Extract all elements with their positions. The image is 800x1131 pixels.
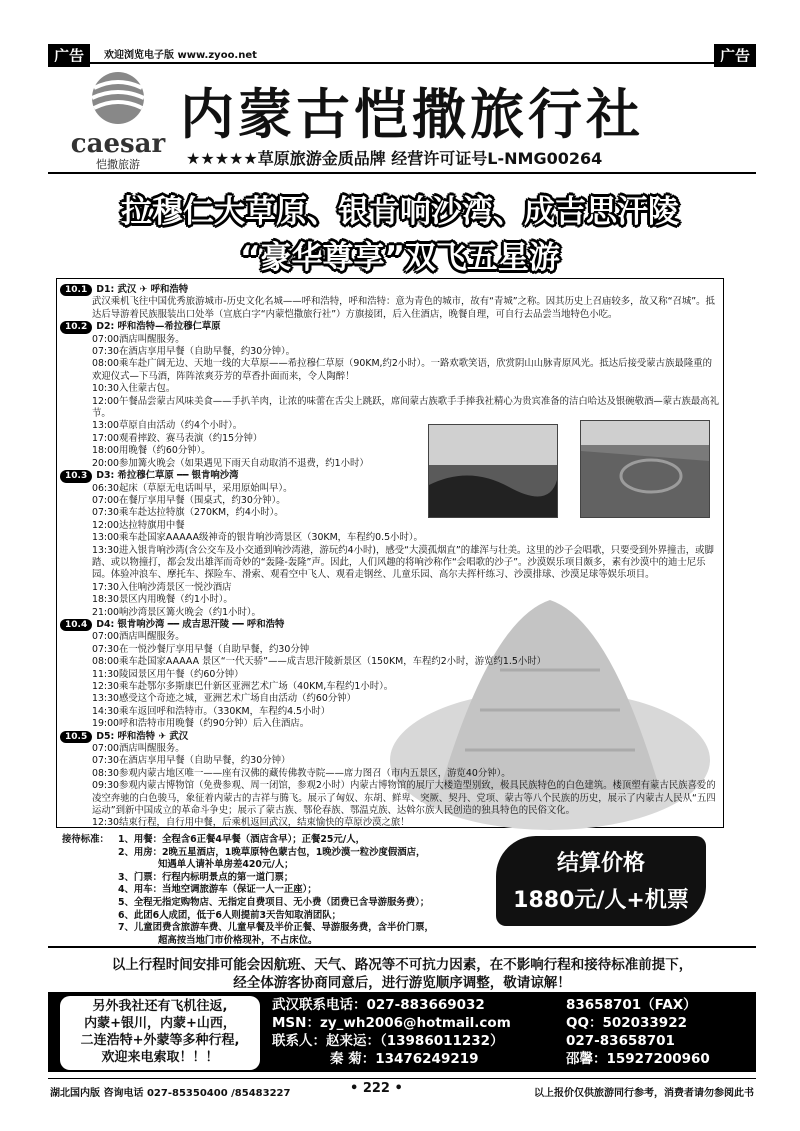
standard-item: 超高按当地门市价格现补，不占床位。 bbox=[158, 934, 318, 946]
day-line: 10:30入住蒙古包。 bbox=[92, 383, 176, 395]
day-line: 18:00用晚餐（约60分钟）。 bbox=[92, 445, 211, 457]
day-header bbox=[60, 731, 720, 743]
itinerary-list bbox=[60, 284, 720, 830]
day-line: 07:00酒店叫醒服务。 bbox=[92, 743, 185, 755]
contact-person2: 秦 菊：13476249219 bbox=[330, 1051, 479, 1067]
reception-standards bbox=[62, 834, 502, 947]
day-line: 12:00达拉特旗用中餐 bbox=[92, 519, 185, 531]
footer-left: 湖北国内版 咨询电话 027-85350400 /85483227 bbox=[50, 1088, 291, 1099]
site-text: 欢迎浏览电子版 www.zyoo.net bbox=[104, 50, 257, 61]
notice bbox=[48, 956, 756, 992]
notice-line1: 以上行程时间安排可能会因航班、天气、路况等不可抗力因素，在不影响行程和接待标准前提下， bbox=[111, 957, 693, 973]
day-line: 武汉乘机飞往中国优秀旅游城市-历史文化名城——呼和浩特，呼和浩特：意为青色的城市，故有“青城”之称。因其历史上召庙较多，故又称“召城”。抵达后导游着民族服装出口处举（宣底白字“内蒙恺撒旅行社”）方旗接团，后入住酒店，晚餐自理，可自行去品尝当地特色小吃。 bbox=[92, 296, 715, 320]
contact-phone2: 027-83658701 bbox=[566, 1033, 675, 1049]
day-line: 08:00乘车赴广阔无边、天地一线的大草原——希拉穆仁草原（90KM,约2小时）。一路欢歌笑语，欣赏阴山山脉青原风光。抵达后接受蒙古族最隆重的欢迎仪式—下马酒，阵阵浓爽芬芳的草香扑面而来，令人陶醉！ bbox=[92, 358, 712, 382]
itinerary-day bbox=[60, 731, 720, 830]
day-header bbox=[60, 619, 720, 631]
day-line: 19:00呼和浩特市用晚餐（约90分钟）后入住酒店。 bbox=[92, 718, 310, 730]
day-title: D3: 希拉穆仁草原 ━━ 银肯响沙湾 bbox=[96, 470, 239, 482]
top-rule bbox=[48, 62, 756, 64]
day-badge: 10.2 bbox=[60, 321, 92, 333]
ad-label-left: 广告 bbox=[48, 44, 90, 67]
brand-name: 内蒙古恺撒旅行社 bbox=[180, 82, 644, 146]
day-line: 09:30参观内蒙古博物馆（免费参观、周一闭馆，参观2小时）内蒙古博物馆的展厅大楼造型别致，极具民族特色的白色建筑。楼顶塑有蒙古民族喜爱的凌空奔驰的白色骏马，象征着内蒙古的吉祥与腾飞。展示了匈奴、东胡、鲜卑、突厥、契丹、党项、蒙古等八个民族的历史，展示了内蒙古人民从“五四运动”到新中国成立的革命斗争史；展示了蒙古族、鄂伦春族、鄂温克族、达斡尔族人民创造的独具特色的民俗文化。 bbox=[92, 780, 716, 817]
contact-fax: 83658701（FAX） bbox=[566, 997, 697, 1013]
day-badge: 10.5 bbox=[60, 731, 92, 743]
standards-label: 接待标准： bbox=[62, 834, 109, 845]
day-line: 13:30进入银肯响沙湾(含公交车及小交通到响沙湾港，游玩约4小时)，感受“大漠孤烟直”的雄浑与壮美。这里的沙子会唱歌，只要受到外界撞击，或脚踏、或以物撞打，都会发出雄浑而奇妙的“轰隆-轰隆”声。因此，人们风趣的将响沙称作“会唱歌的沙子”。沙漠娱乐项目颇多，素有沙漠中的迪士尼乐园。体验冲浪车、摩托车、探险车、滑索、观看空中飞人、观看走钢丝、儿童乐园、高尔夫挥杆练习、沙漠排球、沙漠足球等娱乐项目。 bbox=[92, 544, 714, 581]
day-line: 08:30参观内蒙古地区唯一——座有汉佛的藏传佛教寺院——席力图召（市内五景区，游览40分钟）。 bbox=[92, 767, 511, 779]
header-rule bbox=[48, 172, 756, 174]
day-line: 12:00午餐品尝蒙古风味美食——手扒羊肉，让浓的味蕾在舌尖上跳跃，席间蒙古族歌手手捧我社精心为贵宾准备的洁白哈达及银碗敬酒—蒙古族最高礼节。 bbox=[92, 395, 720, 420]
standard-item: 4、用车：当地空调旅游车（保证一人一正座）； bbox=[118, 884, 317, 896]
day-line: 06:30起床（草原无电话叫早，采用原始叫早）。 bbox=[92, 482, 293, 494]
itinerary-day bbox=[60, 284, 720, 321]
day-line: 07:30在酒店享用早餐（自助早餐，约30分钟）。 bbox=[92, 346, 296, 358]
headline-line1: 拉穆仁大草原、银肯响沙湾、成吉思汗陵 bbox=[121, 194, 679, 230]
itinerary-day bbox=[60, 321, 720, 470]
day-title: D1: 武汉 ✈ 呼和浩特 bbox=[96, 284, 189, 295]
standard-item: 6、此团6人成团，低于6人则提前3天告知取消团队； bbox=[118, 909, 341, 921]
day-badge: 10.4 bbox=[60, 619, 92, 631]
day-header bbox=[60, 470, 720, 482]
notice-line2: 经全体游客协商同意后，进行游览顺序调整，敬请谅解！ bbox=[233, 975, 571, 991]
day-title: D4: 银肯响沙湾 ━━ 成吉思汗陵 ━━ 呼和浩特 bbox=[96, 618, 285, 630]
day-badge: 10.1 bbox=[60, 284, 92, 296]
standard-item: 7、儿童团费含旅游车费、儿童早餐及半价正餐、导游服务费，含半价门票， bbox=[118, 922, 434, 934]
standard-item: 1、用餐：全程含6正餐4早餐（酒店含早）；正餐25元/人， bbox=[118, 834, 365, 845]
caesar-logo bbox=[58, 66, 178, 171]
itinerary-day bbox=[60, 619, 720, 731]
day-badge: 10.3 bbox=[60, 470, 92, 482]
promo-line: 内蒙+银川，内蒙+山西， bbox=[84, 1016, 236, 1031]
promo-line: 另外我社还有飞机往返, bbox=[92, 999, 228, 1014]
logo-subtext: 恺撒旅游 bbox=[96, 158, 140, 171]
footer-right: 以上报价仅供旅游同行参考，消费者请勿参阅此书 bbox=[534, 1088, 754, 1099]
globe-icon bbox=[58, 66, 178, 128]
contact-person1: 联系人：赵来运：（13986011232） bbox=[272, 1033, 504, 1049]
standard-item: 2、用房：2晚五星酒店，1晚草原特色蒙古包，1晚沙漠一粒沙度假酒店， bbox=[118, 846, 426, 858]
day-title: D5: 呼和浩特 ✈ 武汉 bbox=[96, 730, 189, 742]
contact-qq: QQ：502033922 bbox=[566, 1015, 687, 1031]
day-header bbox=[60, 321, 720, 333]
headline-line2: “豪华尊享”双飞五星游 bbox=[240, 240, 560, 276]
slogan: ★★★★★草原旅游金质品牌 经营许可证号L-NMG00264 bbox=[186, 149, 603, 168]
day-title: D2: 呼和浩特—希拉穆仁草原 bbox=[96, 321, 221, 333]
contact-msn: MSN：zy_wh2006@hotmail.com bbox=[272, 1015, 511, 1031]
standard-item: 3、门票：行程内标明景点的第一道门票； bbox=[118, 871, 294, 883]
price-badge bbox=[496, 836, 706, 926]
day-line: 11:30陵园景区用午餐（约60分钟） bbox=[92, 668, 244, 680]
price-label: 结算价格 bbox=[556, 851, 645, 876]
ad-label-right: 广告 bbox=[714, 44, 756, 67]
day-line: 13:30感受这个奇迹之城，亚洲艺术广场自由活动（约60分钟） bbox=[92, 693, 356, 705]
logo-text: caesar bbox=[70, 129, 166, 159]
day-line: 07:30乘车赴达拉特旗（270KM，约4小时）。 bbox=[92, 507, 284, 519]
promo-box bbox=[60, 996, 260, 1070]
day-line: 17:30入住响沙湾景区一悦沙酒店 bbox=[92, 581, 232, 593]
day-line: 20:00参加篝火晚会（如果遇见下雨天自动取消不退费，约1小时） bbox=[92, 457, 369, 469]
footer-rule bbox=[48, 1078, 756, 1079]
day-line: 18:30景区内用晚餐（约1小时）。 bbox=[92, 594, 233, 606]
day-line: 07:00在餐厅享用早餐（围桌式，约30分钟）。 bbox=[92, 494, 286, 506]
promo-line: 欢迎来电索取！！！ bbox=[101, 1050, 219, 1065]
notice-rule bbox=[48, 946, 756, 948]
day-line: 07:00酒店叫醒服务。 bbox=[92, 333, 185, 345]
day-line: 07:30在酒店享用早餐（自助早餐，约30分钟） bbox=[92, 755, 291, 767]
day-line: 12:30结束行程，自行用中餐，后乘机返回武汉，结束愉快的草原沙漠之旅！ bbox=[92, 817, 410, 829]
itinerary-day bbox=[60, 470, 720, 619]
day-line: 07:30在一悦沙餐厅享用早餐（自助早餐，约30分钟 bbox=[92, 643, 310, 655]
day-line: 21:00响沙湾景区篝火晚会（约1小时）。 bbox=[92, 606, 261, 618]
day-line: 12:30乘车赴鄂尔多斯康巴什新区亚洲艺术广场（40KM,车程约1小时）。 bbox=[92, 681, 394, 692]
page-number: • 222 • bbox=[350, 1081, 403, 1096]
day-line: 13:00草原自由活动（约4个小时）。 bbox=[92, 420, 243, 432]
promo-line: 二连浩特+外蒙等多种行程, bbox=[80, 1033, 240, 1048]
standard-item: 5、全程无指定购物店、无指定自费项目、无小费（团费已含导游服务费）； bbox=[118, 896, 430, 908]
contact-phone: 武汉联系电话：027-883669032 bbox=[272, 997, 485, 1013]
price-value: 1880元/人+机票 bbox=[513, 888, 689, 913]
day-line: 14:30乘车返回呼和浩特市。（330KM，车程约4.5小时） bbox=[92, 705, 331, 717]
day-line: 13:00乘车赴国家AAAAA级神奇的银肯响沙湾景区（30KM，车程约0.5小时）。 bbox=[92, 532, 423, 544]
contact-mobile2: 邵馨：15927200960 bbox=[566, 1051, 710, 1067]
day-header bbox=[60, 284, 720, 296]
day-line: 08:00乘车赴国家AAAAA 景区“一代天骄”——成吉思汗陵新景区（150KM，车程约2小时，游览约1.5小时） bbox=[92, 656, 546, 668]
day-line: 17:00观看摔跤、赛马表演（约15分钟） bbox=[92, 432, 263, 444]
standard-item: 知遇单人请补单房差420元/人； bbox=[158, 859, 294, 871]
day-line: 07:00酒店叫醒服务。 bbox=[92, 631, 185, 643]
